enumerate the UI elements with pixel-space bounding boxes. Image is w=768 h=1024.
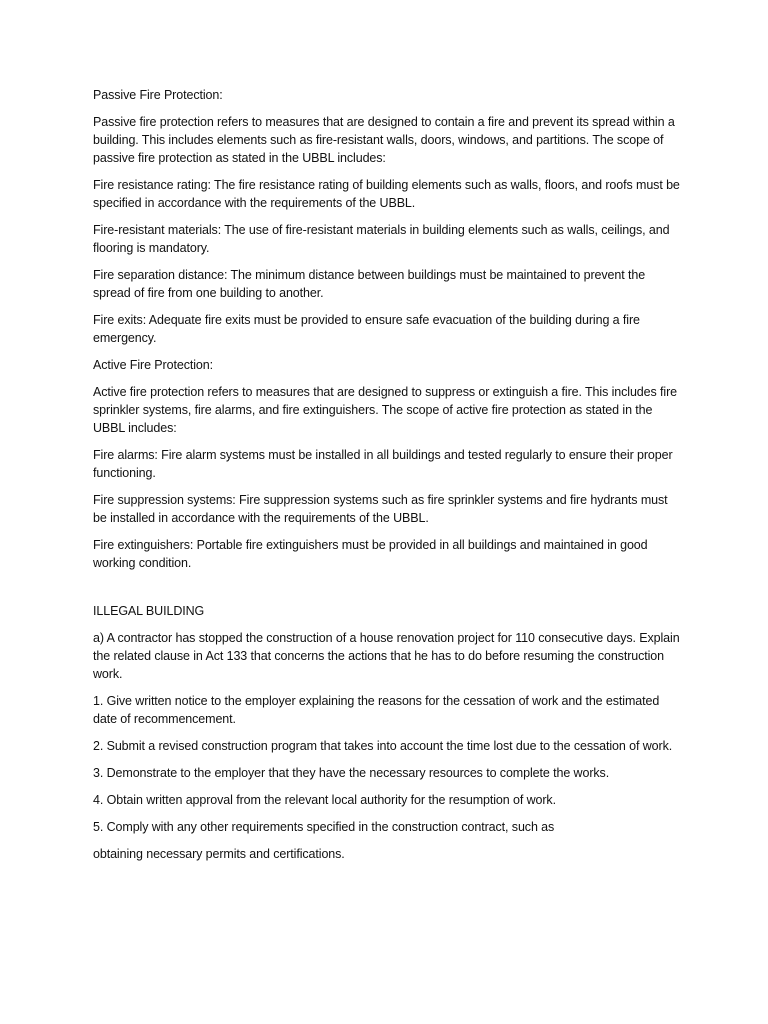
step-5: 5. Comply with any other requirements specified in the construction contract, such as [93,820,555,834]
passive-item-fire-exits: Fire exits: Adequate fire exits must be provided to ensure safe evacuation of the building during a fire emergency. [93,313,640,345]
step-3: 3. Demonstrate to the employer that they have the necessary resources to complete the works. [93,766,610,780]
illegal-building-heading: ILLEGAL BUILDING [93,604,205,618]
step-4: 4. Obtain written approval from the relevant local authority for the resumption of work. [93,793,556,807]
step-1: 1. Give written notice to the employer explaining the reasons for the cessation of work and the estimated date of recommencement. [93,694,660,726]
active-item-fire-suppression-systems: Fire suppression systems: Fire suppression systems such as fire sprinkler systems and fire hydrants must be installed in accordance with the requirements of the UBBL. [93,493,668,525]
passive-intro: Passive fire protection refers to measures that are designed to contain a fire and prevent its spread within a building. This includes elements such as fire-resistant walls, doors, windows, and partitions. The scope of passive fire protection as stated in the UBBL includes: [93,115,675,165]
document-page [93,86,683,872]
step-2: 2. Submit a revised construction program that takes into account the time lost due to the cessation of work. [93,739,673,753]
active-intro: Active fire protection refers to measures that are designed to suppress or extinguish a fire. This includes fire sprinkler systems, fire alarms, and fire extinguishers. The scope of active fire protection as stated in the UBBL includes: [93,385,678,435]
passive-item-fire-resistant-materials: Fire-resistant materials: The use of fire-resistant materials in building elements such as walls, ceilings, and flooring is mandatory. [93,223,670,255]
active-heading: Active Fire Protection: [93,358,213,372]
step-5-continuation: obtaining necessary permits and certifications. [93,847,345,861]
passive-heading: Passive Fire Protection: [93,88,223,102]
passive-item-fire-resistance-rating: Fire resistance rating: The fire resistance rating of building elements such as walls, floors, and roofs must be specified in accordance with the requirements of the UBBL. [93,178,680,210]
section-spacer [93,581,683,602]
passive-item-fire-separation-distance: Fire separation distance: The minimum distance between buildings must be maintained to prevent the spread of fire from one building to another. [93,268,646,300]
illegal-building-question: a) A contractor has stopped the construction of a house renovation project for 110 consecutive days. Explain the related clause in Act 133 that concerns the actions that he has to do before resuming the construction work. [93,631,680,681]
active-item-fire-alarms: Fire alarms: Fire alarm systems must be installed in all buildings and tested regularly to ensure their proper functioning. [93,448,673,480]
active-item-fire-extinguishers: Fire extinguishers: Portable fire extinguishers must be provided in all buildings and maintained in good working condition. [93,538,648,570]
